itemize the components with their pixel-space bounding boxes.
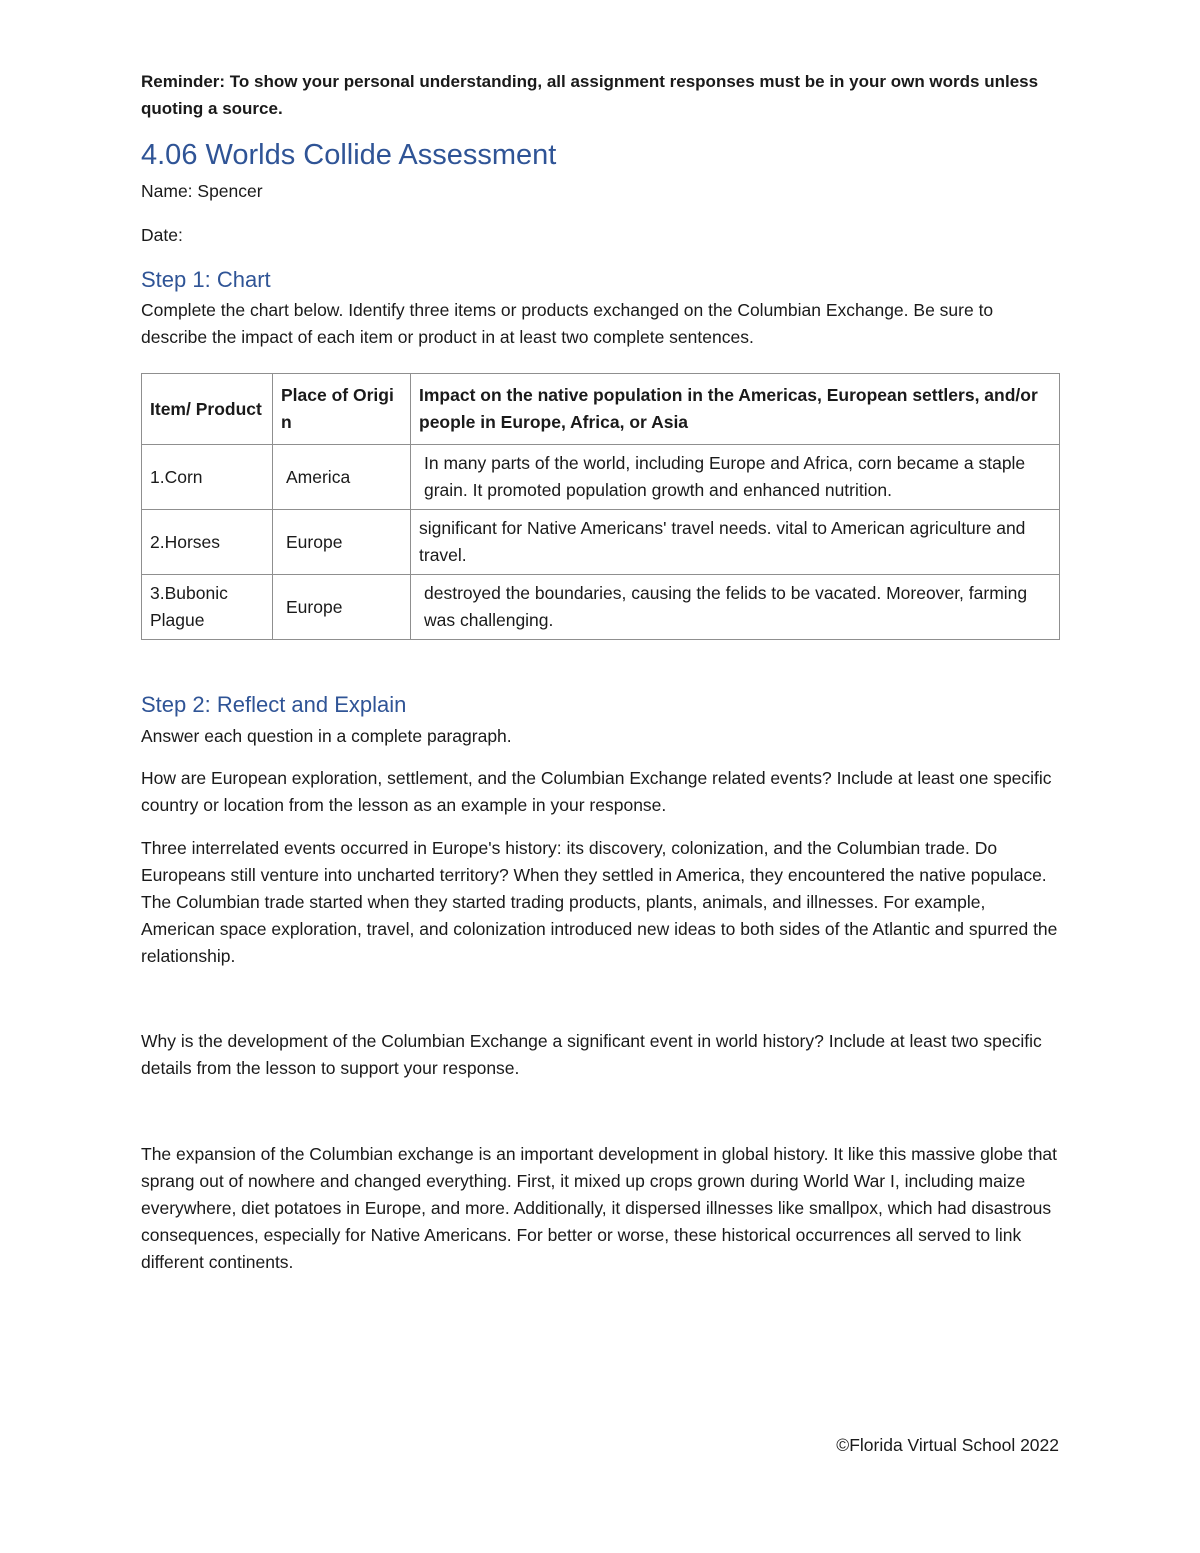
header-impact: Impact on the native population in the Americas, European settlers, and/or people in Europe, Africa, or Asia	[411, 374, 1060, 445]
copyright-footer: ©Florida Virtual School 2022	[836, 1435, 1059, 1455]
table-row	[142, 445, 1060, 510]
cell-origin: Europe	[273, 575, 411, 640]
header-item-product: Item/ Product	[142, 374, 273, 445]
step2-heading: Step 2: Reflect and Explain	[141, 692, 407, 717]
answer-1: Three interrelated events occurred in Europe's history: its discovery, colonization, and the Columbian trade. Do Europeans still venture into uncharted territory? When they settled in America, they encountered the native populace. The Columbian trade started when they started trading products, plants, animals, and illnesses. For example, American space exploration, travel, and colonization introduced new ideas to both sides of the Atlantic and spurred the relationship.	[141, 838, 1058, 966]
cell-origin: America	[273, 445, 411, 510]
cell-origin: Europe	[273, 510, 411, 575]
page-title: 4.06 Worlds Collide Assessment	[141, 139, 557, 171]
table-row	[142, 510, 1060, 575]
header-place-of-origin: Place of Origi n	[273, 374, 411, 445]
cell-item: 1.Corn	[142, 445, 273, 510]
step1-instructions: Complete the chart below. Identify three items or products exchanged on the Columbian Exchange. Be sure to describe the impact of each item or product in at least two complete sentences.	[141, 300, 994, 347]
name-line: Name: Spencer	[141, 181, 263, 201]
exchange-chart	[141, 373, 1060, 640]
cell-impact: destroyed the boundaries, causing the felids to be vacated. Moreover, farming was challenging.	[411, 575, 1060, 640]
reminder-text: Reminder: To show your personal understanding, all assignment responses must be in your own words unless quoting a source.	[141, 72, 1039, 118]
question-2: Why is the development of the Columbian Exchange a significant event in world history? Include at least two specific details from the lesson to support your response.	[141, 1031, 1042, 1078]
question-1: How are European exploration, settlement, and the Columbian Exchange related events? Include at least one specific country or location from the lesson as an example in your response.	[141, 768, 1052, 815]
date-line: Date:	[141, 225, 183, 245]
cell-item: 2.Horses	[142, 510, 273, 575]
step2-instructions: Answer each question in a complete paragraph.	[141, 726, 512, 746]
cell-item: 3.Bubonic Plague	[142, 575, 273, 640]
cell-impact: In many parts of the world, including Europe and Africa, corn became a staple grain. It promoted population growth and enhanced nutrition.	[411, 445, 1060, 510]
step1-heading: Step 1: Chart	[141, 267, 271, 292]
answer-2: The expansion of the Columbian exchange is an important development in global history. It like this massive globe that sprang out of nowhere and changed everything. First, it mixed up crops grown during World War I, including maize everywhere, diet potatoes in Europe, and more. Additionally, it dispersed illnesses like smallpox, which had disastrous consequences, especially for Native Americans. For better or worse, these historical occurrences all served to link different continents.	[141, 1144, 1058, 1272]
table-header-row	[142, 374, 1060, 445]
table-row	[142, 575, 1060, 640]
cell-impact: significant for Native Americans' travel needs. vital to American agriculture and travel.	[411, 510, 1060, 575]
